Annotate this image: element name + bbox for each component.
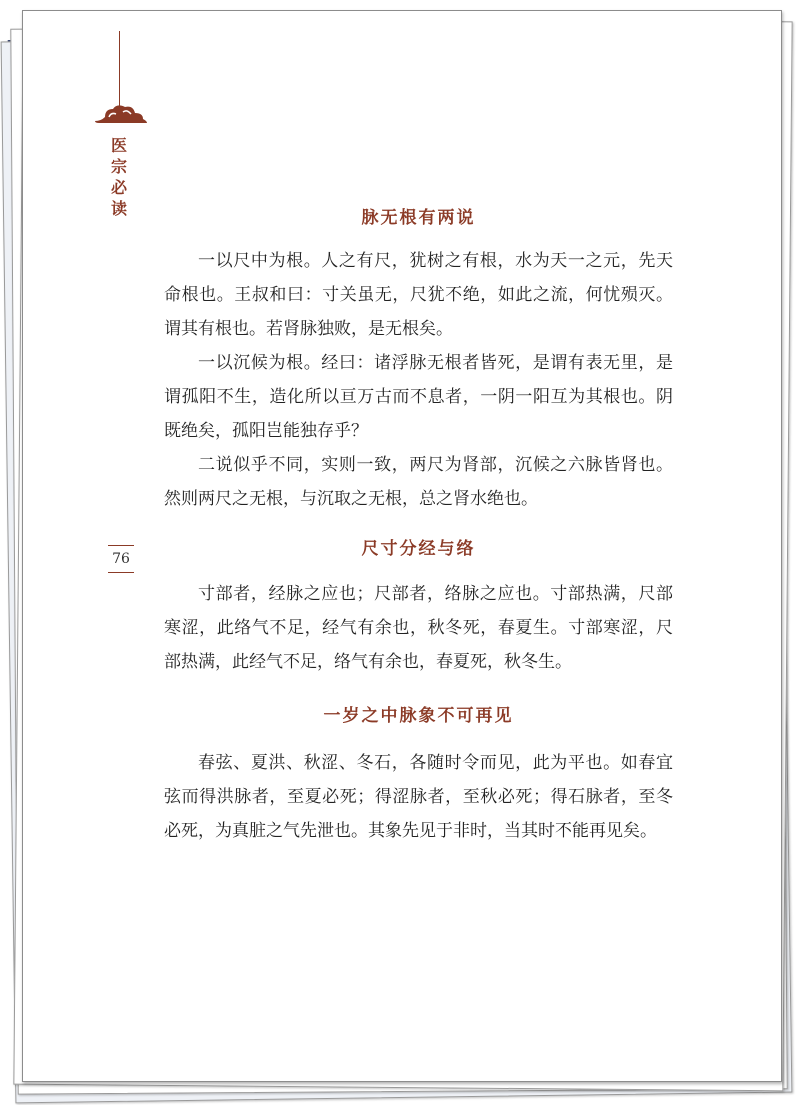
section-heading: 一岁之中脉象不可再见 xyxy=(323,706,514,726)
book-page xyxy=(22,10,782,1082)
section-heading: 尺寸分经与络 xyxy=(361,539,476,559)
section-heading: 脉无根有两说 xyxy=(361,208,476,228)
book-title-vertical: 医 宗 必 读 xyxy=(110,136,127,218)
page-content xyxy=(164,203,673,848)
paragraph: 寸部者，经脉之应也；尺部者，络脉之应也。寸部热满，尺部寒涩，此络气不足，经气有余也，秋冬死，春夏生。寸部寒涩，尺部热满，此经气不足，络气有余也，春夏死，秋冬生。 xyxy=(164,584,673,672)
auspicious-cloud-icon xyxy=(93,103,149,127)
paragraph: 一以尺中为根。人之有尺，犹树之有根，水为天一之元，先天命根也。王叔和曰：寸关虽无，尺犹不绝，如此之流，何忧殒灭。谓其有根也。若肾脉独败，是无根矣。 xyxy=(164,251,673,339)
page-number: 76 xyxy=(108,545,134,573)
paragraph: 二说似乎不同，实则一致，两尺为肾部，沉候之六脉皆肾也。然则两尺之无根，与沉取之无根，总之肾水绝也。 xyxy=(164,455,673,509)
hanging-line-decoration xyxy=(119,31,120,109)
paragraph: 一以沉候为根。经曰：诸浮脉无根者皆死，是谓有表无里，是谓孤阳不生，造化所以亘万古而不息者，一阴一阳互为其根也。阴既绝矣，孤阳岂能独存乎？ xyxy=(164,353,673,441)
paragraph: 春弦、夏洪、秋涩、冬石，各随时令而见，此为平也。如春宜弦而得洪脉者，至夏必死；得涩脉者，至秋必死；得石脉者，至冬必死，为真脏之气先泄也。其象先见于非时，当其时不能再见矣。 xyxy=(164,753,673,841)
